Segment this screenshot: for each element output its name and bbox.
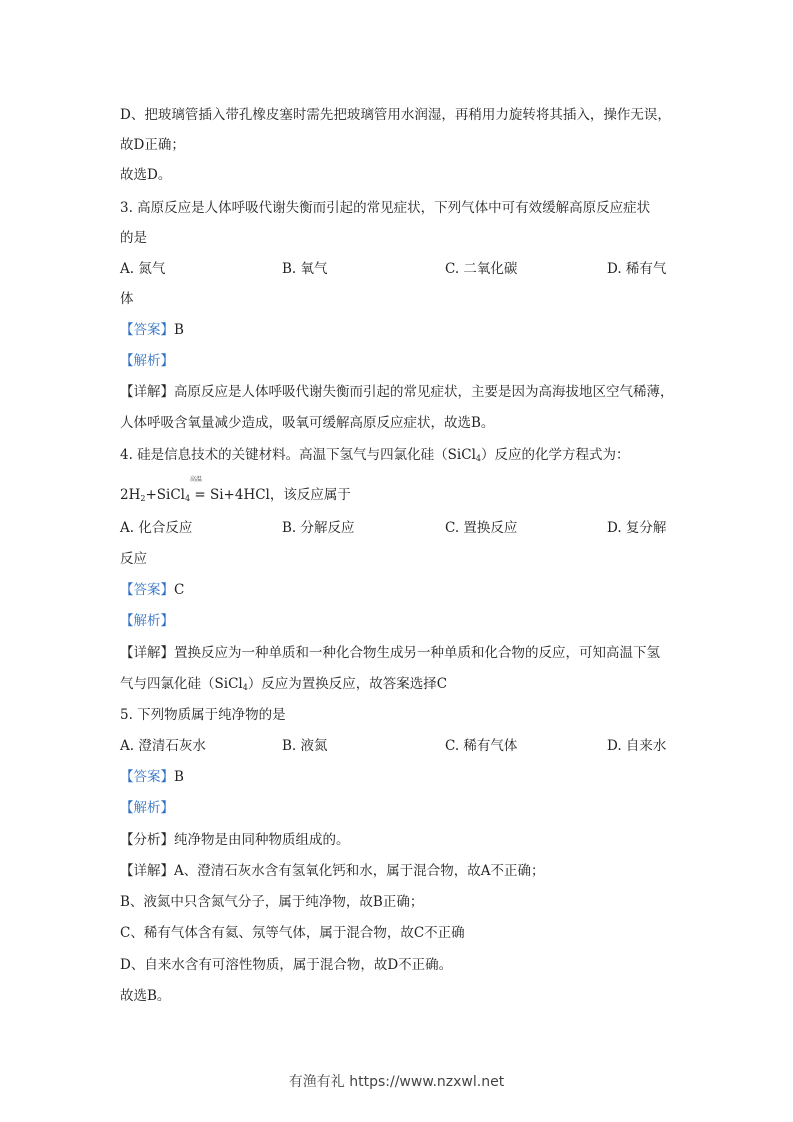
fenxi-tag: 【分析】 bbox=[120, 832, 174, 848]
q4-option-b: B. 分解反应 bbox=[282, 520, 355, 536]
q4-equation: $2H_2+SiCl_4 = Si+4HCl$，该反应属于 bbox=[120, 487, 351, 503]
q5-option-b: B. 液氮 bbox=[282, 738, 328, 754]
q4-reaction-condition: 高温 bbox=[190, 476, 203, 483]
q3-stem: 3. 高原反应是人体呼吸代谢失衡而引起的常见症状，下列气体中可有效缓解高原反应症状 bbox=[120, 200, 651, 216]
q5-option-d: D. 自来水 bbox=[607, 738, 667, 754]
q4-detail-cont: 气与四氯化硅（SiCl$_4$）反应为置换反应，故答案选择C bbox=[120, 676, 448, 692]
answer-tag: 【答案】 bbox=[120, 322, 174, 338]
q5-option-c: C. 稀有气体 bbox=[445, 738, 518, 754]
analysis-tag: 【解析】 bbox=[120, 800, 174, 816]
detail-tag: 【详解】 bbox=[120, 863, 174, 879]
q5-conclusion: 故选B。 bbox=[120, 988, 171, 1004]
q2-conclusion: 故选D。 bbox=[120, 167, 172, 183]
q3-answer bbox=[120, 320, 683, 340]
q5-detail-d: D、自来水含有可溶性物质，属于混合物，故D不正确。 bbox=[120, 957, 453, 973]
analysis-tag: 【解析】 bbox=[120, 613, 174, 629]
answer-tag: 【答案】 bbox=[120, 582, 174, 598]
q3-answer-value: B bbox=[174, 322, 184, 338]
q3-option-d-wrap: 体 bbox=[120, 291, 134, 307]
q4-option-d-wrap: 反应 bbox=[120, 551, 147, 567]
q5-analysis bbox=[120, 798, 683, 818]
q4-detail-text: 置换反应为一种单质和一种化合物生成另一种单质和化合物的反应，可知高温下氢 bbox=[174, 645, 660, 661]
q5-answer-value: B bbox=[174, 769, 184, 785]
q3-detail-text: 高原反应是人体呼吸代谢失衡而引起的常见症状，主要是因为高海拔地区空气稀薄， bbox=[174, 384, 674, 400]
q4-answer bbox=[120, 580, 683, 600]
q3-analysis bbox=[120, 351, 683, 371]
q3-option-c: C. 二氧化碳 bbox=[445, 261, 518, 277]
q5-stem: 5. 下列物质属于纯净物的是 bbox=[120, 707, 286, 723]
q5-fenxi-text: 纯净物是由同种物质组成的。 bbox=[174, 832, 350, 848]
q5-option-a: A. 澄清石灰水 bbox=[120, 738, 206, 754]
q5-detail-b: B、液氮中只含氮气分子，属于纯净物，故B正确； bbox=[120, 894, 424, 910]
q3-option-b: B. 氧气 bbox=[282, 261, 328, 277]
q3-stem-cont: 的是 bbox=[120, 230, 147, 246]
q4-stem: 4. 硅是信息技术的关键材料。高温下氢气与四氯化硅（SiCl$_4$）反应的化学方程式为： bbox=[120, 447, 630, 463]
q4-answer-value: C bbox=[174, 582, 185, 598]
detail-tag: 【详解】 bbox=[120, 645, 174, 661]
q4-option-c: C. 置换反应 bbox=[445, 520, 518, 536]
answer-tag: 【答案】 bbox=[120, 769, 174, 785]
q4-option-a: A. 化合反应 bbox=[120, 520, 193, 536]
q2-option-d-explanation-cont: 故D正确； bbox=[120, 137, 185, 153]
q5-detail-c: C、稀有气体含有氦、氖等气体，属于混合物，故C不正确 bbox=[120, 925, 465, 941]
q3-detail bbox=[120, 382, 683, 402]
q5-detail bbox=[120, 861, 683, 881]
q3-detail-cont: 人体呼吸含氧量减少造成，吸氧可缓解高原反应症状，故选B。 bbox=[120, 415, 495, 431]
q4-option-d: D. 复分解 bbox=[607, 520, 667, 536]
page-footer-watermark: 有渔有礼 https://www.nzxwl.net bbox=[288, 1074, 505, 1090]
q5-fenxi bbox=[120, 830, 683, 850]
q3-option-a: A. 氮气 bbox=[120, 261, 166, 277]
q4-analysis bbox=[120, 611, 683, 631]
q3-option-d: D. 稀有气 bbox=[607, 261, 667, 277]
q5-answer bbox=[120, 767, 683, 787]
q5-detail-a: A、澄清石灰水含有氢氧化钙和水，属于混合物，故A不正确； bbox=[174, 863, 545, 879]
q2-option-d-explanation: D、把玻璃管插入带孔橡皮塞时需先把玻璃管用水润湿，再稍用力旋转将其插入，操作无误， bbox=[120, 107, 671, 123]
q4-detail bbox=[120, 643, 683, 663]
analysis-tag: 【解析】 bbox=[120, 353, 174, 369]
detail-tag: 【详解】 bbox=[120, 384, 174, 400]
